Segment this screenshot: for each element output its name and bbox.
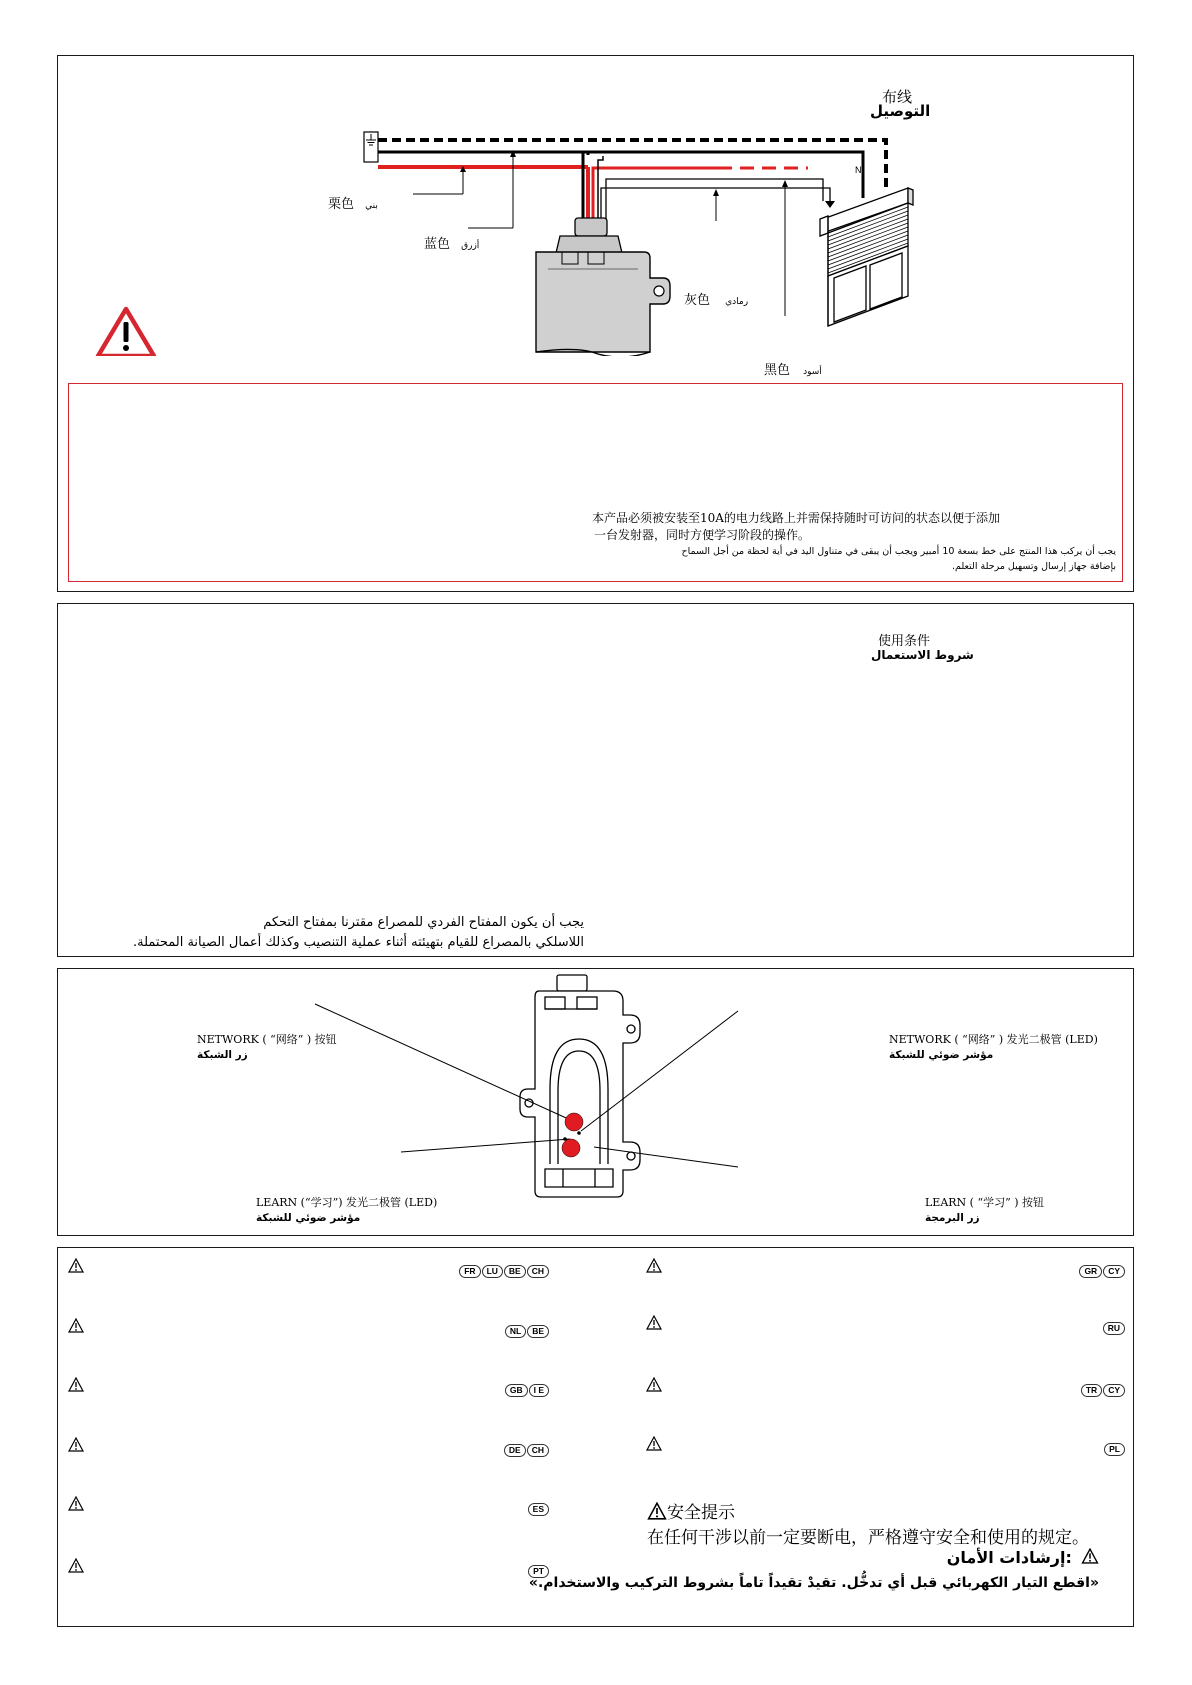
conditions-title-ar: شروط الاستعمال xyxy=(871,648,974,662)
learn-button-zh: LEARN ( “学习” ) 按钮 xyxy=(925,1196,1045,1209)
zh-safety-block xyxy=(647,1498,1089,1548)
country-badge: DE xyxy=(504,1444,526,1457)
country-badge: GR xyxy=(1079,1265,1102,1278)
output-wire-red xyxy=(593,168,718,221)
neutral-wire xyxy=(378,152,863,198)
warning-icon xyxy=(68,1496,84,1515)
right-country-badges xyxy=(1103,1437,1125,1456)
warning-text-ar-2: بإضافة جهاز إرسال وتسهيل مرحلة التعلم. xyxy=(951,561,1116,572)
warning-icon xyxy=(68,1258,84,1277)
wire-label-brown: 栗色 بني xyxy=(328,197,378,212)
wiring-title-zh: 布线 xyxy=(882,88,913,106)
warning-icon xyxy=(646,1436,662,1455)
warning-text-ar-1: يجب أن يركب هذا المنتج على خط بسعة 10 أمبير ويجب أن يبقى في متناول اليد في أية لحظة من أجل السماح xyxy=(681,546,1116,557)
left-country-badges xyxy=(504,1378,549,1397)
network-led-ar: مؤشر ضوئي للشبكة xyxy=(889,1049,994,1061)
wire-label-grey: 灰色 رمادي xyxy=(684,293,749,308)
conditions-panel xyxy=(57,603,1134,957)
receiver-device-illustration xyxy=(536,218,670,356)
installation-warning-box xyxy=(68,383,1123,582)
wiring-diagram xyxy=(58,56,1135,356)
country-badge: CY xyxy=(1103,1384,1125,1397)
learn-led-zh: LEARN (“学习”) 发光二极管 (LED) xyxy=(256,1196,438,1209)
left-country-badges xyxy=(503,1438,549,1457)
left-country-badges xyxy=(504,1319,549,1338)
shutter-window-illustration xyxy=(820,188,913,326)
country-badge: PL xyxy=(1104,1443,1125,1456)
output-wire-grey xyxy=(606,179,823,221)
label-network-led xyxy=(889,1031,1098,1061)
zh-safety-title-row xyxy=(647,1498,1089,1523)
wire-label-black: 黑色 أسود xyxy=(764,363,822,378)
country-badge: BE xyxy=(527,1325,549,1338)
label-learn-led xyxy=(256,1194,437,1224)
country-badge: NL xyxy=(505,1325,526,1338)
right-country-badges xyxy=(1080,1378,1125,1397)
country-badge: GB xyxy=(505,1384,528,1397)
country-badge: LU xyxy=(482,1265,503,1278)
warning-icon xyxy=(68,1377,84,1396)
device-panel xyxy=(57,968,1134,1236)
conditions-text-ar-1: يجب أن يكون المفتاح الفردي للمصراع مقترنا بمفتاح التحكم xyxy=(263,915,584,930)
safety-panel xyxy=(57,1247,1134,1627)
country-badge: PT xyxy=(528,1565,549,1578)
ar-safety-title-row xyxy=(529,1548,1099,1567)
conditions-text-ar-2: اللاسلكي بالمصراع للقيام بتهيئته أثناء عملية التنصيب وكذلك أعمال الصيانة المحتملة. xyxy=(133,935,584,950)
warning-text-zh-1: 本产品必须被安装至10A的电力线路上并需保持随时可访问的状态以便于添加 xyxy=(592,511,1000,525)
warning-icon xyxy=(646,1315,662,1334)
network-button-ar: زر الشبكة xyxy=(197,1049,248,1061)
ar-safety-text: «اقطع التيار الكهربائي قبل أي تدخُّل. تقيدْ تقيداً تاماً بشروط التركيب والاستخدام.» xyxy=(528,1575,1099,1591)
warning-triangle-icon xyxy=(98,309,154,356)
right-country-badges xyxy=(1102,1316,1125,1335)
learn-button-led xyxy=(562,1139,580,1157)
neutral-n-label: N xyxy=(855,165,862,175)
network-led-zh: NETWORK ( “网络” ) 发光二极管 (LED) xyxy=(889,1033,1098,1046)
country-badge: BE xyxy=(504,1265,526,1278)
country-badge: CH xyxy=(527,1265,549,1278)
ar-safety-title: إرشادات الأمان: xyxy=(946,1548,1072,1567)
warning-icon xyxy=(647,1502,667,1520)
country-badge: CY xyxy=(1103,1265,1125,1278)
country-badge: RU xyxy=(1103,1322,1125,1335)
warning-icon xyxy=(646,1377,662,1396)
wiring-title-ar: التوصيل xyxy=(870,102,931,120)
warning-icon xyxy=(646,1258,662,1277)
country-badge: CH xyxy=(527,1444,549,1457)
label-learn-button xyxy=(925,1194,1044,1224)
label-network-button xyxy=(197,1031,337,1061)
country-badge: I E xyxy=(529,1384,549,1397)
zh-safety-title: 安全提示 xyxy=(667,1503,735,1523)
warning-icon xyxy=(68,1558,84,1577)
warning-icon xyxy=(68,1318,84,1337)
conditions-title-zh: 使用条件 xyxy=(878,634,931,649)
right-country-badges xyxy=(1078,1259,1125,1278)
zh-safety-text: 在任何干涉以前一定要断电，严格遵守安全和使用的规定。 xyxy=(647,1528,1089,1548)
warning-text-zh-2: 一台发射器，同时方便学习阶段的操作。 xyxy=(594,528,811,542)
wiring-panel xyxy=(57,55,1134,592)
wire-label-blue: 蓝色 أزرق xyxy=(424,237,480,252)
left-country-badges xyxy=(527,1497,549,1516)
warning-icon xyxy=(1081,1548,1099,1564)
learn-led-ar: مؤشر ضوئي للشبكة xyxy=(256,1212,361,1224)
learn-button-ar: زر البرمجة xyxy=(925,1212,980,1224)
network-button-led xyxy=(565,1113,583,1131)
country-badge: FR xyxy=(459,1265,480,1278)
warning-icon xyxy=(68,1437,84,1456)
callout-lines xyxy=(315,1004,738,1167)
ar-safety-block xyxy=(529,1548,1099,1591)
country-badge: TR xyxy=(1081,1384,1102,1397)
left-country-badges xyxy=(458,1259,549,1278)
country-badge: ES xyxy=(528,1503,549,1516)
network-button-zh: NETWORK ( “网络” ) 按钮 xyxy=(197,1033,337,1046)
device-outline-illustration xyxy=(520,975,640,1197)
